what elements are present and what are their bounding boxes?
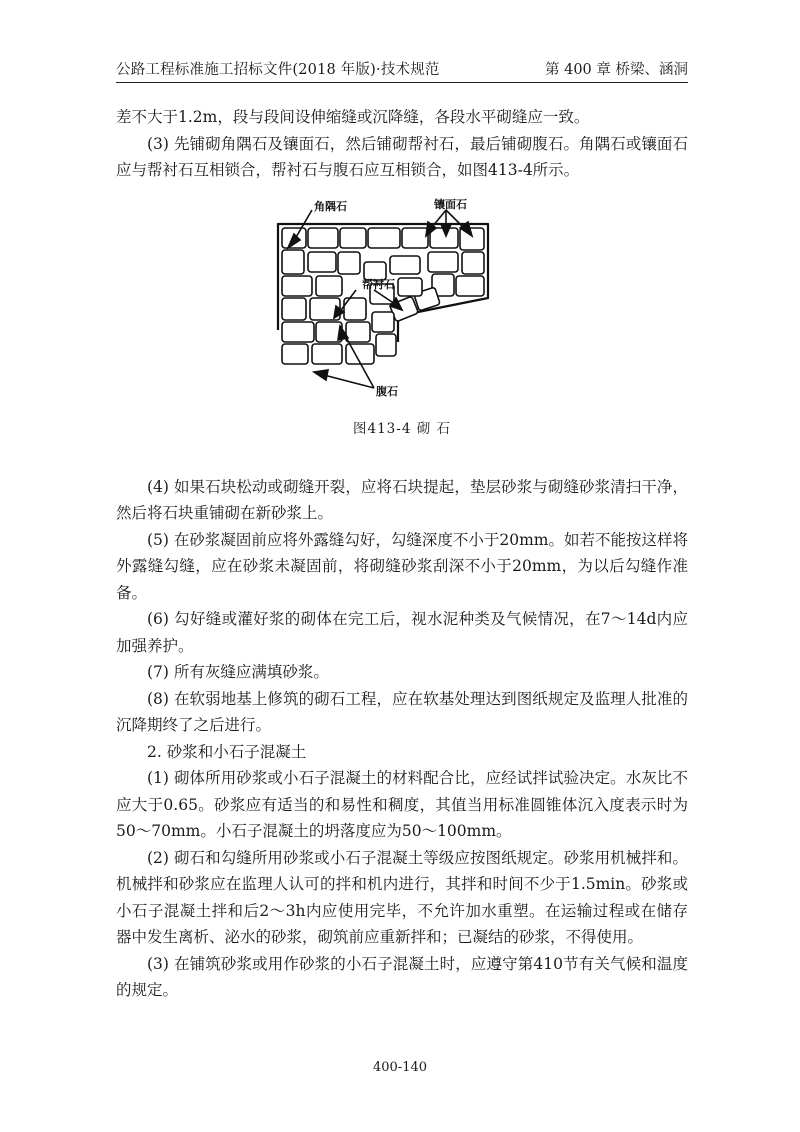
leader-hearting-2	[320, 374, 374, 388]
arrow-hearting-2	[314, 370, 328, 380]
paragraph-mortar-3: (3) 在铺筑砂浆或用作砂浆的小石子混凝土时，应遵守第410节有关气候和温度的规定。	[116, 954, 688, 999]
stone	[376, 334, 396, 356]
paragraph-item-4: (4) 如果石块松动或砌缝开裂，应将石块提起，垫层砂浆与砌缝砂浆清扫干净，然后将石块重铺砌在新砂浆上。	[116, 477, 688, 522]
page-header	[116, 56, 688, 83]
stone	[340, 228, 366, 248]
stone	[346, 322, 370, 342]
masonry-figure	[116, 184, 688, 474]
paragraph-item-5: (5) 在砂浆凝固前应将外露缝勾好，勾缝深度不小于20mm。如若不能按这样将外露缝勾缝，应在砂浆未凝固前，将砌缝砂浆刮深不小于20mm，为以后勾缝作准备。	[116, 530, 689, 602]
stone	[316, 276, 342, 296]
label-corner-stone: 角隅石	[314, 199, 347, 213]
section-heading-mortar: 2. 砂浆和小石子混凝土	[147, 742, 307, 761]
stone	[456, 276, 484, 296]
stone	[312, 344, 342, 364]
paragraph-continuation: 差不大于1.2m，段与段间设伸缩缝或沉降缝，各段水平砌缝应一致。	[116, 108, 590, 126]
label-hearting-stone: 腹石	[376, 384, 398, 398]
stone	[282, 344, 308, 364]
figure-caption: 图413-4 砌 石	[352, 420, 451, 437]
stone	[308, 252, 336, 272]
stone	[372, 312, 394, 332]
paragraph-mortar-1: (1) 砌体所用砂浆或小石子混凝土的材料配合比，应经试拌试验决定。水灰比不应大于0.65。砂浆应有适当的和易性和稠度，其值当用标准圆锥体沉入度表示时为50～70mm。小石子混凝土的坍落度应为50～100mm。	[116, 769, 688, 840]
stone	[368, 228, 400, 248]
stone	[402, 228, 428, 248]
header-document-title: 公路工程标准施工招标文件(2018 年版)·技术规范	[116, 62, 440, 78]
label-facing-stone: 镶面石	[434, 197, 467, 211]
paragraph-item-6: (6) 勾好缝或灌好浆的砌体在完工后，视水泥种类及气候情况，在7～14d内应加强养护。	[116, 610, 688, 655]
stone	[308, 228, 338, 248]
body-text	[116, 104, 688, 1004]
stone	[338, 252, 360, 274]
stone	[462, 252, 484, 274]
stone	[282, 250, 304, 274]
paragraph-item-8: (8) 在软弱地基上修筑的砌石工程，应在软基处理达到图纸规定及监理人批准的沉降期终了之后进行。	[116, 689, 688, 734]
paragraph-mortar-2: (2) 砌石和勾缝所用砂浆或小石子混凝土等级应按图纸规定。砂浆用机械拌和。机械拌和砂浆应在监理人认可的拌和机内进行，其拌和时间不少于1.5min。砂浆或小石子混凝土拌和后2～3h内应使用完毕，不允许加水重塑。在运输过程或在储存器中发生离析、泌水的砂浆，砌筑前应重新拌和；已凝结的砂浆，不得使用。	[116, 848, 688, 946]
page-number: 400-140	[372, 1060, 428, 1075]
stone	[390, 256, 420, 274]
stone	[282, 322, 314, 342]
stone	[428, 252, 458, 272]
paragraph-item-7: (7) 所有灰缝应满填砂浆。	[147, 663, 329, 681]
masonry-diagram	[116, 184, 688, 414]
stone	[282, 298, 306, 320]
label-backing-stone: 帮衬石	[362, 277, 395, 291]
paragraph-item-3: (3) 先铺砌角隅石及镶面石，然后铺砌帮衬石，最后铺砌腹石。角隅石或镶面石应与帮衬石互相锁合，帮衬石与腹石应互相锁合，如图413-4所示。	[116, 134, 688, 179]
stone	[398, 278, 422, 296]
header-chapter-title: 第 400 章 桥梁、涵洞	[544, 62, 688, 78]
stone	[282, 276, 312, 296]
